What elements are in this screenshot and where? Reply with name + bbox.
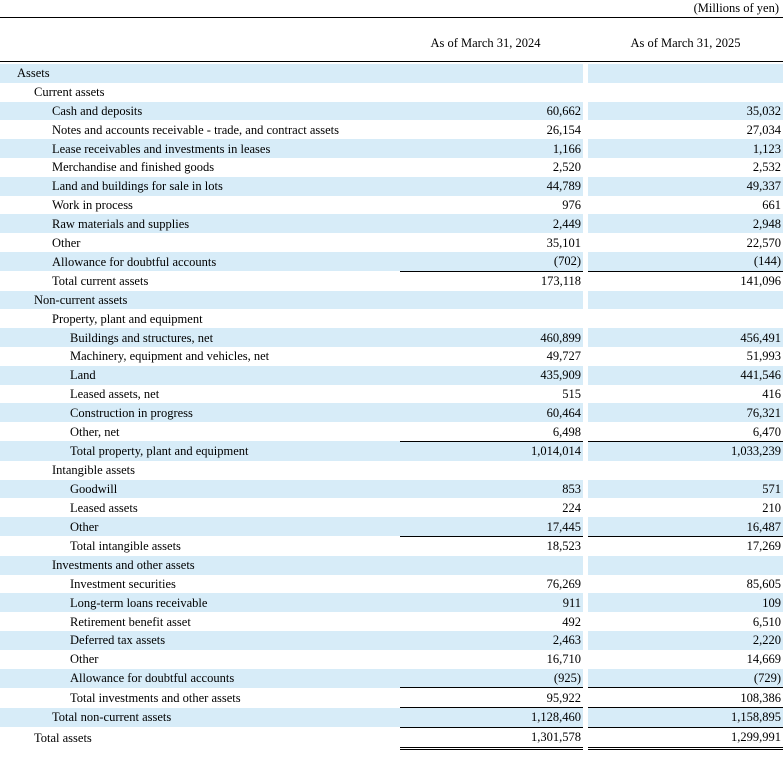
value-2024 (400, 291, 583, 310)
table-row (0, 214, 783, 233)
row-label: Investments and other assets (0, 556, 400, 575)
row-label: Non-current assets (0, 291, 400, 310)
table-row (0, 385, 783, 404)
row-label: Total investments and other assets (70, 690, 241, 705)
value-2024: 1,166 (400, 139, 583, 158)
value-2024: 17,445 (400, 517, 583, 536)
table-row (0, 593, 783, 612)
row-label: Total assets (34, 730, 92, 745)
row-label: Assets (0, 64, 400, 83)
table-row (0, 291, 783, 310)
value-2025: 456,491 (588, 328, 783, 347)
table-row (0, 631, 783, 650)
table-row (0, 669, 783, 688)
value-2024: 853 (400, 480, 583, 499)
value-2024: 1,014,014 (400, 441, 583, 460)
table-row (0, 688, 783, 708)
table-row (0, 64, 783, 83)
value-2024: (925) (400, 669, 583, 688)
top-rule (0, 17, 783, 18)
row-label: Other, net (70, 424, 120, 439)
table-row (0, 403, 783, 422)
value-2025: 35,032 (588, 102, 783, 121)
table-row (0, 536, 783, 555)
table-row (0, 366, 783, 385)
row-label: Allowance for doubtful accounts (0, 669, 400, 688)
value-2024 (400, 64, 583, 83)
row-label: Total property, plant and equipment (0, 441, 400, 460)
row-label: Total non-current assets (0, 708, 400, 728)
value-2025: 141,096 (588, 271, 783, 290)
value-2024: 18,523 (400, 536, 583, 555)
value-2024: 460,899 (400, 328, 583, 347)
row-label: Current assets (34, 85, 105, 100)
value-2025 (588, 556, 783, 575)
value-2024: 76,269 (546, 576, 581, 591)
value-2024: 26,154 (546, 122, 581, 137)
value-2024: (702) (400, 252, 583, 271)
value-2025 (588, 83, 783, 102)
value-2025: 661 (762, 197, 781, 212)
row-label: Raw materials and supplies (0, 214, 400, 233)
value-2025: 2,220 (588, 631, 783, 650)
value-2025: 1,158,895 (588, 708, 783, 728)
row-label: Machinery, equipment and vehicles, net (70, 349, 270, 364)
table-row (0, 517, 783, 536)
table-row (0, 196, 783, 215)
table-row (0, 177, 783, 196)
value-2024: 173,118 (400, 271, 583, 290)
row-label: Merchandise and finished goods (52, 160, 215, 175)
table-row (0, 309, 783, 328)
row-label: Other (52, 235, 81, 250)
row-label: Long-term loans receivable (0, 593, 400, 612)
value-2025: 108,386 (588, 688, 783, 708)
value-2024: 60,662 (400, 102, 583, 121)
table-body (0, 64, 783, 748)
value-2025: (729) (588, 669, 783, 688)
value-2024: 435,909 (400, 366, 583, 385)
value-2025: 1,123 (588, 139, 783, 158)
row-label: Investment securities (70, 576, 176, 591)
row-label: Leased assets, net (70, 386, 160, 401)
value-2024: 911 (400, 593, 583, 612)
value-2025: 14,669 (746, 652, 781, 667)
table-row (0, 461, 783, 480)
value-2025: 1,299,991 (588, 727, 783, 748)
value-2024: 35,101 (546, 235, 581, 250)
table-row (0, 556, 783, 575)
table-row (0, 252, 783, 271)
value-2025: 17,269 (588, 536, 783, 555)
table-row (0, 233, 783, 252)
value-2025: 2,532 (752, 160, 781, 175)
table-row (0, 422, 783, 441)
value-2024: 16,710 (546, 652, 581, 667)
value-2024: 95,922 (400, 688, 583, 708)
table-row (0, 83, 783, 102)
value-2025: 51,993 (746, 349, 781, 364)
value-2025: 416 (762, 386, 781, 401)
units-note: (Millions of yen) (693, 1, 779, 15)
balance-sheet-table (0, 64, 783, 750)
value-2024: 224 (562, 500, 581, 515)
value-2024 (400, 461, 583, 480)
row-label: Cash and deposits (0, 102, 400, 121)
value-2024 (400, 83, 583, 102)
value-2024: 6,498 (552, 424, 581, 439)
table-row (0, 120, 783, 139)
header-rule (0, 61, 783, 62)
value-2025: 49,337 (588, 177, 783, 196)
value-2024 (400, 556, 583, 575)
value-2024: 976 (562, 197, 581, 212)
table-row (0, 158, 783, 177)
value-2025: 210 (762, 500, 781, 515)
column-header-2025: As of March 31, 2025 (630, 36, 741, 50)
value-2025: 1,033,239 (588, 441, 783, 460)
value-2025: 441,546 (588, 366, 783, 385)
row-label: Total intangible assets (70, 539, 181, 554)
value-2025: (144) (588, 252, 783, 271)
table-row (0, 612, 783, 631)
table-row (0, 708, 783, 728)
row-label: Deferred tax assets (0, 631, 400, 650)
row-label: Land and buildings for sale in lots (0, 177, 400, 196)
row-label: Other (70, 652, 99, 667)
table-row (0, 271, 783, 290)
value-2025: 2,948 (588, 214, 783, 233)
column-header-2024: As of March 31, 2024 (430, 36, 541, 50)
row-label: Notes and accounts receivable - trade, and contract assets (52, 122, 340, 137)
value-2025: 76,321 (588, 403, 783, 422)
value-2025: 571 (588, 480, 783, 499)
value-2024: 1,128,460 (400, 708, 583, 728)
value-2025: 22,570 (746, 235, 781, 250)
row-label: Intangible assets (52, 463, 135, 478)
value-2024: 2,463 (400, 631, 583, 650)
row-label: Land (0, 366, 400, 385)
table-row (0, 441, 783, 460)
value-2025: 85,605 (746, 576, 781, 591)
row-label: Property, plant and equipment (52, 311, 203, 326)
value-2025 (588, 64, 783, 83)
table-row (0, 480, 783, 499)
row-label: Allowance for doubtful accounts (0, 252, 400, 271)
table-row (0, 727, 783, 748)
value-2024: 515 (562, 386, 581, 401)
value-2024: 60,464 (400, 403, 583, 422)
value-2025 (588, 309, 783, 328)
row-label: Leased assets (70, 500, 138, 515)
value-2024: 49,727 (546, 349, 581, 364)
value-2025 (588, 291, 783, 310)
value-2025: 16,487 (588, 517, 783, 536)
value-2024: 492 (562, 614, 581, 629)
row-label: Goodwill (0, 480, 400, 499)
value-2025: 6,470 (752, 424, 781, 439)
table-row (0, 347, 783, 366)
row-label: Total current assets (52, 273, 149, 288)
row-label: Buildings and structures, net (0, 328, 400, 347)
value-2025: 27,034 (746, 122, 781, 137)
value-2024: 1,301,578 (400, 727, 583, 748)
value-2024 (400, 309, 583, 328)
row-label: Retirement benefit asset (70, 614, 191, 629)
row-label: Work in process (52, 197, 133, 212)
table-row (0, 102, 783, 121)
table-row (0, 498, 783, 517)
value-2025: 6,510 (752, 614, 781, 629)
row-label: Construction in progress (0, 403, 400, 422)
row-label: Lease receivables and investments in leases (0, 139, 400, 158)
table-row (0, 575, 783, 594)
table-row (0, 650, 783, 669)
value-2025 (588, 461, 783, 480)
value-2024: 44,789 (400, 177, 583, 196)
value-2024: 2,520 (552, 160, 581, 175)
table-row (0, 328, 783, 347)
value-2025: 109 (588, 593, 783, 612)
row-label: Other (0, 517, 400, 536)
table-row (0, 139, 783, 158)
value-2024: 2,449 (400, 214, 583, 233)
